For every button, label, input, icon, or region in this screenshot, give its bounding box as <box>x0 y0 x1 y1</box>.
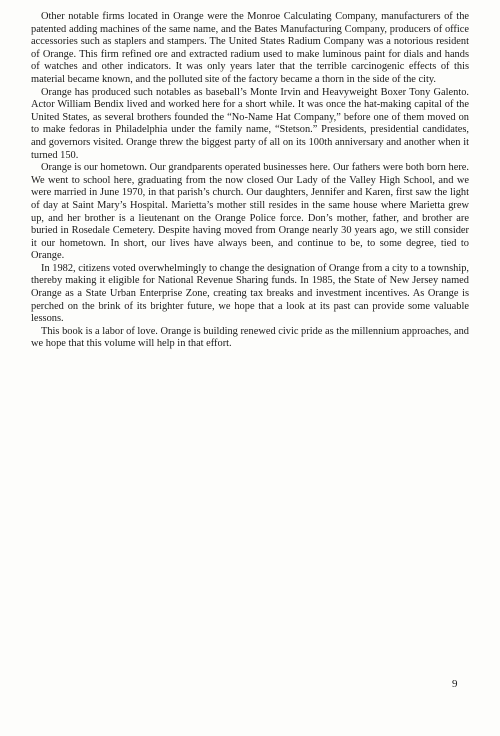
paragraph-5: This book is a labor of love. Orange is building renewed civic pride as the millennium approaches, and we hope that this volume will help in that effort. <box>31 325 469 350</box>
body-text <box>31 11 469 351</box>
paragraph-4: In 1982, citizens voted overwhelmingly to change the designation of Orange from a city to a township, thereby making it eligible for National Revenue Sharing funds. In 1985, the State of New Jersey named Orange as a State Urban Enterprise Zone, creating tax breaks and investment incentives. As Orange is perched on the brink of its brighter future, we hope that a look at its past can provide some valuable lessons. <box>31 262 469 325</box>
page-number: 9 <box>452 678 458 690</box>
paragraph-1: Other notable firms located in Orange were the Monroe Calculating Company, manufacturers of the patented adding machines of the same name, and the Bates Manufacturing Company, producers of office accessories such as staplers and stampers. The United States Radium Company was a notorious resident of Orange. This firm refined ore and extracted radium used to make luminous paint for dials and hands of watches and other indicators. It was only years later that the terrible carcinogenic effects of this material became known, and the polluted site of the factory became a thorn in the side of the city. <box>31 11 469 85</box>
paragraph-3: Orange is our hometown. Our grandparents operated businesses here. Our fathers were both born here. We went to school here, graduating from the now closed Our Lady of the Valley High School, and we were married in June 1970, in that parish’s church. Our daughters, Jennifer and Karen, first saw the light of day at Saint Mary’s Hospital. Marietta’s mother still resides in the same house where Marietta grew up, and her brother is a lieutenant on the Orange Police force. Don’s mother, father, and brother are buried in Rosedale Cemetery. Despite having moved from Orange nearly 30 years ago, we still consider it our hometown. In short, our lives have always been, and continue to be, to some degree, tied to Orange. <box>31 162 469 262</box>
paragraph-2: Orange has produced such notables as baseball’s Monte Irvin and Heavyweight Boxer Tony Galento. Actor William Bendix lived and worked here for a short while. It was once the hat-making capital of the United States, as several brothers founded the “No-Name Hat Company,” before one of them moved on to make fedoras in Philadelphia under the family name, “Stetson.” Presidents, presidential candidates, and governors visited. Orange threw the biggest party of all on its 100th anniversary and another when it turned 150. <box>31 86 469 161</box>
